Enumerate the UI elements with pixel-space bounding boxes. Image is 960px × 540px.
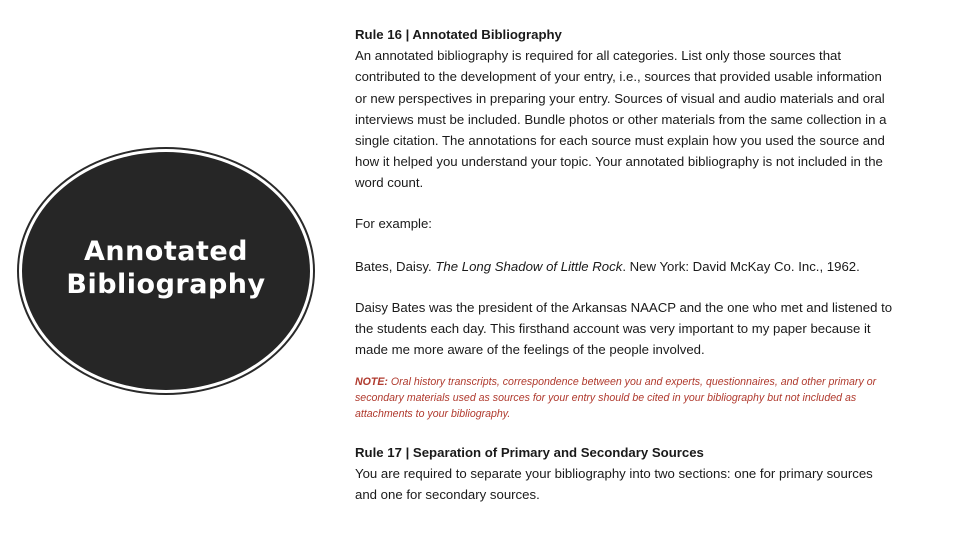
slide-title [66, 235, 265, 301]
citation-publication: . New York: David McKay Co. Inc., 1962. [622, 258, 860, 274]
note-paragraph [355, 374, 895, 423]
slide-title-line-2: Bibliography [66, 269, 266, 300]
rule-16-body: An annotated bibliography is required for all categories. List only those sources that contributed to the development of your entry, i.e., sources that provided usable information or new perspectives in preparing your entry. Sources of visual and audio materials and oral interviews must be included. Bundle photos or other materials from the same collection in a single citation. The annotations for each source must explain how you used the source and how it helped you understand your topic. Your annotated bibliography is not included in the word count. [355, 48, 887, 191]
note-label: NOTE: [355, 375, 388, 388]
rules-content [355, 24, 895, 505]
rule-17-heading: Rule 17 | Separation of Primary and Secondary Sources [355, 444, 704, 460]
example-annotation: Daisy Bates was the president of the Arkansas NAACP and the one who met and listened to the students each day. This firsthand account was very important to my paper because it made me more aware of the feelings of the people involved. [355, 300, 893, 358]
title-circle [22, 152, 310, 390]
rule-16-heading: Rule 16 | Annotated Bibliography [355, 27, 562, 42]
example-citation [355, 256, 895, 277]
citation-title: The Long Shadow of Little Rock [435, 258, 623, 274]
note-text: Oral history transcripts, correspondence between you and experts, questionnaires, and other primary or secondary materials used as sources for your entry should be cited in your bibliography but not included as attachments to your bibliography. [355, 375, 877, 421]
citation-author: Bates, Daisy. [355, 258, 436, 274]
slide-title-line-1: Annotated [83, 236, 249, 267]
rule-17-body: You are required to separate your bibliography into two sections: one for primary sources and one for secondary sources. [355, 465, 873, 502]
example-label: For example: [355, 215, 432, 231]
